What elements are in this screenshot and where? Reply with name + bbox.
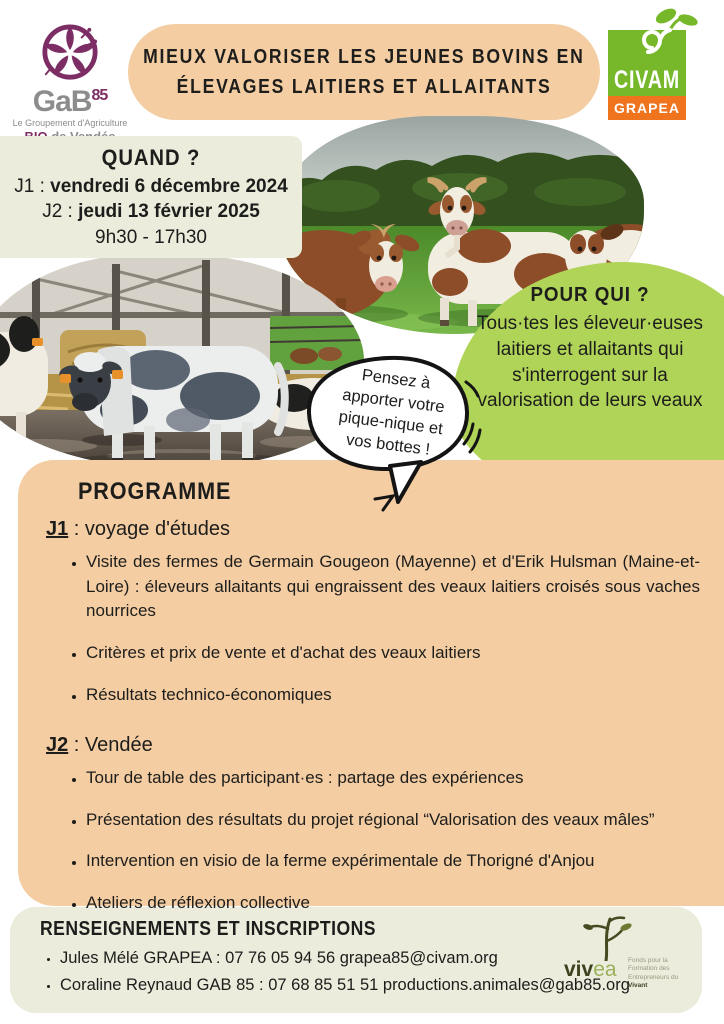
contact-item: • Jules Mélé GRAPEA : 07 76 05 94 56 grapea85@civam.org: [60, 949, 552, 968]
j2-bullet-list: [44, 766, 710, 916]
vivea-logo: [558, 915, 690, 1005]
vivea-tagline: Fonds pour la Formation des Entrepreneurs du Vivant: [628, 957, 679, 990]
gab85-subtitle: Le Groupement d'Agriculture: [12, 118, 128, 128]
gab85-wordmark: GaB$^{85}$: [32, 85, 108, 118]
quand-box: [0, 136, 302, 258]
j1-heading: J1 : voyage d'études: [46, 518, 230, 540]
civam-wordmark: CIVAM: [614, 66, 680, 94]
quand-hours: 9h30 - 17h30: [95, 227, 207, 248]
contact-item: • Coraline Reynaud GAB 85 : 07 68 85 51 51 productions.animales@gab85.org: [60, 976, 552, 995]
j2-bullet: • Ateliers de réflexion collective: [86, 891, 710, 916]
programme-heading: PROGRAMME: [78, 478, 232, 505]
vivea-wordmark: vivea: [564, 958, 617, 981]
civam-grapea-logo: [600, 4, 704, 126]
quand-j2: J2 : jeudi 13 février 2025: [42, 201, 260, 222]
j1-bullet: • Résultats technico-économiques: [86, 683, 710, 708]
j1-bullet-list: [44, 550, 710, 707]
j2-bullet: • Intervention en visio de la ferme expérimentale de Thorigné d'Anjou: [86, 849, 710, 874]
footer-contacts-box: [10, 907, 702, 1013]
speech-bubble-text: Pensez à apporter votre pique-nique et vos bottes !: [337, 366, 446, 459]
page-title-line2: ÉLEVAGES LAITIERS ET ALLAITANTS: [176, 75, 552, 98]
title-banner: [128, 24, 600, 120]
quand-heading: QUAND ?: [101, 145, 201, 170]
pour-qui-text: Tous·tes les éleveur·euses laitiers et allaitants qui s'interrogent sur la valorisation de leurs veaux: [477, 313, 703, 412]
pour-qui-heading: POUR QUI ?: [530, 284, 650, 306]
j2-bullet: • Tour de table des participant·es : partage des expériences: [86, 766, 710, 791]
j2-bullet: • Présentation des résultats du projet régional “Valorisation des veaux mâles”: [86, 808, 710, 833]
grapea-wordmark: GRAPEA: [614, 100, 680, 116]
gab85-flower-icon: [39, 24, 101, 82]
j1-bullet: • Critères et prix de vente et d'achat des veaux laitiers: [86, 641, 710, 666]
speech-bubble: [300, 352, 484, 512]
quand-j1: J1 : vendredi 6 décembre 2024: [14, 176, 288, 197]
vivea-branch-icon: [580, 915, 634, 961]
civam-logo-icon: [600, 4, 704, 126]
page-title-line1: MIEUX VALORISER LES JEUNES BOVINS EN: [143, 45, 585, 68]
j2-heading: J2 : Vendée: [46, 734, 153, 757]
footer-heading: RENSEIGNEMENTS ET INSCRIPTIONS: [40, 918, 376, 940]
j1-bullet: • Visite des fermes de Germain Gougeon (Mayenne) et d'Erik Hulsman (Maine-et-Loire) : éleveurs allaitants qui engraissent des veaux laitiers croisés sous vaches nourrices: [86, 550, 710, 624]
gab85-logo: [12, 24, 128, 128]
programme-section: [18, 460, 724, 913]
